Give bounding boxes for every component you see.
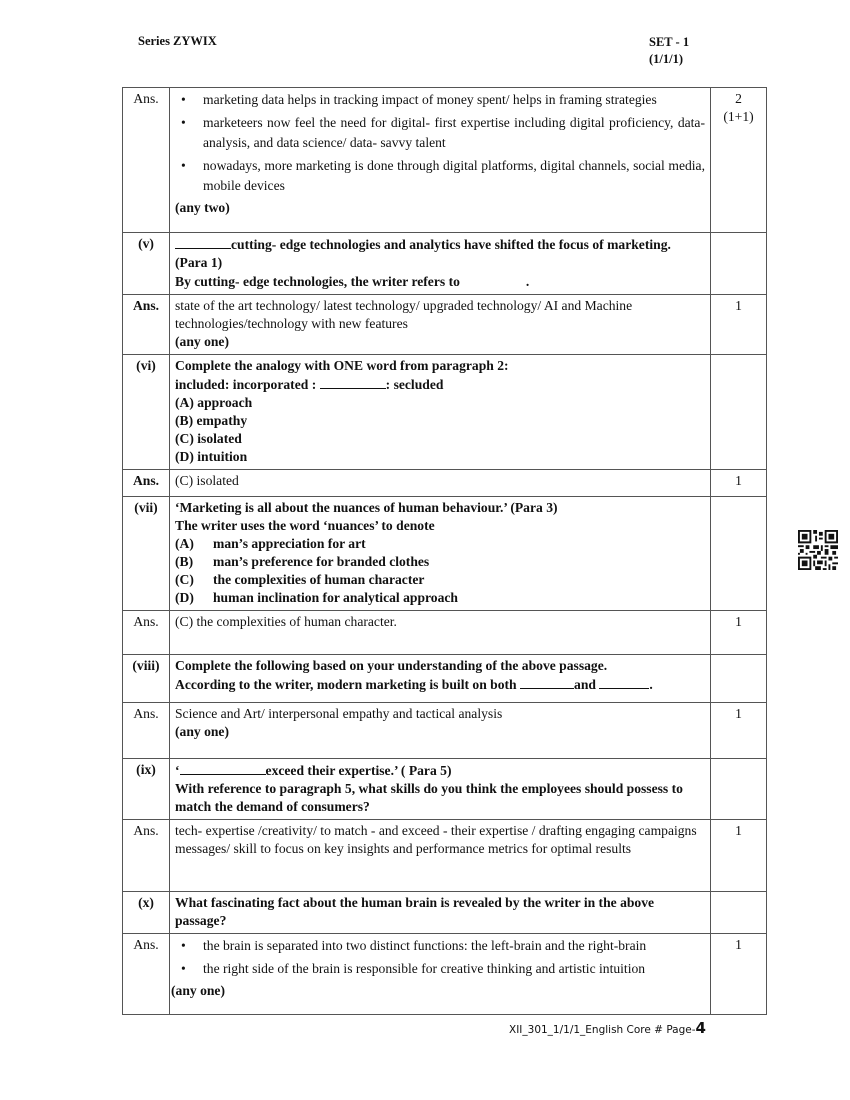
marks-split: (1+1) bbox=[723, 109, 754, 124]
row-label: Ans. bbox=[123, 470, 170, 497]
question-number: (x) bbox=[123, 892, 170, 934]
table-row bbox=[123, 611, 767, 655]
question-text bbox=[175, 235, 705, 272]
marks-value: 1 bbox=[711, 611, 767, 655]
answer-cell bbox=[170, 88, 711, 233]
question-number: (vi) bbox=[123, 355, 170, 470]
list-item: • marketing data helps in tracking impact of money spent/ helps in framing strategies bbox=[203, 90, 705, 110]
table-row bbox=[123, 934, 767, 1015]
marks-cell bbox=[711, 655, 767, 703]
answer-note: (any one) bbox=[175, 724, 229, 739]
option: (A) approach bbox=[175, 395, 253, 410]
marks-cell bbox=[711, 233, 767, 295]
question-text: Complete the following based on your understanding of the above passage. bbox=[175, 658, 608, 673]
option bbox=[175, 571, 705, 589]
table-row bbox=[123, 470, 767, 497]
question-line: ‘ bbox=[175, 763, 180, 778]
answer-blank bbox=[520, 675, 574, 689]
question-text: Complete the analogy with ONE word from paragraph 2: bbox=[175, 358, 509, 373]
qr-code-icon bbox=[798, 530, 838, 570]
list-item: • nowadays, more marketing is done through digital platforms, digital channels, social media, mobile devices bbox=[203, 156, 705, 196]
marks-cell bbox=[711, 892, 767, 934]
table-row bbox=[123, 88, 767, 233]
answer-text: (C) the complexities of human character. bbox=[170, 611, 711, 655]
row-label: Ans. bbox=[123, 820, 170, 892]
option bbox=[175, 553, 705, 571]
table-row bbox=[123, 355, 767, 470]
question-text bbox=[175, 675, 705, 694]
question-number: (ix) bbox=[123, 759, 170, 820]
answer-note: (any one) bbox=[171, 983, 225, 998]
question-line: included: incorporated : bbox=[175, 377, 317, 392]
answer-bullets bbox=[175, 90, 705, 196]
question-line: : secluded bbox=[385, 377, 444, 392]
table-row bbox=[123, 892, 767, 934]
question-text: With reference to paragraph 5, what skills do you think the employees should possess to match the demand of consumers? bbox=[175, 781, 683, 814]
question-line: and bbox=[574, 677, 596, 692]
row-label: Ans. bbox=[123, 703, 170, 759]
question-line: exceed their expertise.’ ( Para 5) bbox=[265, 763, 452, 778]
series-label: Series ZYWIX bbox=[138, 34, 217, 48]
option: (C) isolated bbox=[175, 431, 242, 446]
option-text: the complexities of human character bbox=[213, 572, 425, 587]
page-number: 4 bbox=[695, 1019, 706, 1037]
question-number: (viii) bbox=[123, 655, 170, 703]
set-label bbox=[649, 34, 689, 68]
question-text bbox=[175, 761, 705, 780]
question-cell bbox=[170, 655, 711, 703]
table-row bbox=[123, 295, 767, 355]
answer-bullets bbox=[171, 936, 705, 979]
question-line: According to the writer, modern marketing is built on both bbox=[175, 677, 517, 692]
marks-value: 1 bbox=[711, 820, 767, 892]
answer-text: tech- expertise /creativity/ to match - and exceed - their expertise / drafting engaging campaigns messages/ skill to focus on key insights and performance metrics for optimal results bbox=[170, 820, 711, 892]
option-key: (C) bbox=[175, 572, 194, 587]
table-row bbox=[123, 820, 767, 892]
option-text: man’s preference for branded clothes bbox=[213, 554, 430, 569]
row-label: Ans. bbox=[123, 88, 170, 233]
option: (B) empathy bbox=[175, 413, 248, 428]
answer-blank bbox=[320, 375, 386, 389]
list-item: • the right side of the brain is responsible for creative thinking and artistic intuition bbox=[203, 959, 705, 979]
table-row bbox=[123, 703, 767, 759]
row-label: Ans. bbox=[123, 295, 170, 355]
answer-blank bbox=[180, 761, 266, 775]
row-label: Ans. bbox=[123, 611, 170, 655]
marks-value: 1 bbox=[711, 295, 767, 355]
question-line-end: . bbox=[649, 677, 653, 692]
marks-cell bbox=[711, 497, 767, 611]
answer-cell bbox=[170, 934, 711, 1015]
question-number: (v) bbox=[123, 233, 170, 295]
option-key: (A) bbox=[175, 536, 194, 551]
page-footer bbox=[509, 1019, 706, 1037]
option: (D) intuition bbox=[175, 449, 248, 464]
question-text bbox=[175, 272, 705, 291]
list-item: • the brain is separated into two distinct functions: the left-brain and the right-brain bbox=[203, 936, 705, 956]
answer-blank bbox=[175, 235, 231, 249]
answer-text: Science and Art/ interpersonal empathy and tactical analysis bbox=[175, 706, 503, 721]
marks-value: 1 bbox=[711, 470, 767, 497]
set-code: (1/1/1) bbox=[649, 52, 684, 66]
option-key: (D) bbox=[175, 590, 194, 605]
answer-cell bbox=[170, 295, 711, 355]
marks-cell bbox=[711, 355, 767, 470]
answer-blank bbox=[599, 675, 649, 689]
question-text: What fascinating fact about the human brain is revealed by the writer in the above passage? bbox=[170, 892, 711, 934]
row-label: Ans. bbox=[123, 934, 170, 1015]
question-cell bbox=[170, 233, 711, 295]
question-cell bbox=[170, 355, 711, 470]
marks-value: 1 bbox=[711, 703, 767, 759]
question-number: (vii) bbox=[123, 497, 170, 611]
answer-note: (any one) bbox=[175, 334, 229, 349]
option-text: human inclination for analytical approach bbox=[213, 590, 458, 605]
question-line-end: . bbox=[525, 274, 530, 289]
question-cell bbox=[170, 759, 711, 820]
question-text: ‘Marketing is all about the nuances of human behaviour.’ (Para 3) bbox=[175, 500, 558, 515]
marks-cell bbox=[711, 88, 767, 233]
marks-cell bbox=[711, 759, 767, 820]
list-item: • marketeers now feel the need for digital- first expertise including digital proficiency, data- analysis, and data science/ data- savvy talent bbox=[203, 113, 705, 153]
table-row bbox=[123, 759, 767, 820]
marks-value: 2 bbox=[735, 91, 742, 106]
answer-note: (any two) bbox=[175, 200, 230, 215]
option bbox=[175, 535, 705, 553]
question-text: The writer uses the word ‘nuances’ to denote bbox=[175, 518, 435, 533]
question-line: cutting- edge technologies and analytics have shifted the focus of marketing. (Para 1) bbox=[175, 237, 671, 270]
option-key: (B) bbox=[175, 554, 194, 569]
question-cell bbox=[170, 497, 711, 611]
question-text bbox=[175, 375, 705, 394]
answer-blank bbox=[460, 272, 526, 286]
table-row bbox=[123, 233, 767, 295]
option bbox=[175, 589, 705, 607]
answer-text: (C) isolated bbox=[170, 470, 711, 497]
answer-text: state of the art technology/ latest technology/ upgraded technology/ AI and Machine technologies/technology with new features bbox=[175, 298, 633, 331]
question-line: By cutting- edge technologies, the writer refers to bbox=[175, 274, 460, 289]
table-row bbox=[123, 497, 767, 611]
marking-scheme-table bbox=[122, 87, 767, 1015]
answer-cell bbox=[170, 703, 711, 759]
marks-value: 1 bbox=[711, 934, 767, 1015]
footer-text: XII_301_1/1/1_English Core # Page- bbox=[509, 1024, 696, 1036]
option-text: man’s appreciation for art bbox=[213, 536, 366, 551]
table-row bbox=[123, 655, 767, 703]
set-number: SET - 1 bbox=[649, 35, 690, 49]
